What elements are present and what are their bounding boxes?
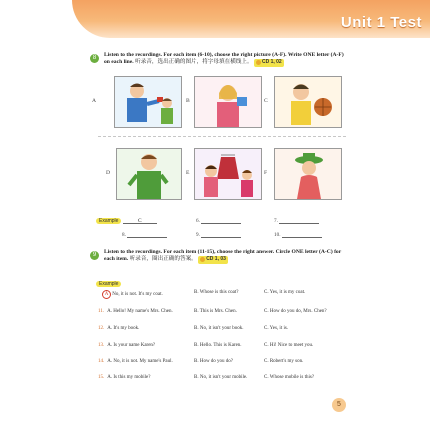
- picture-letter-d: D: [106, 170, 111, 176]
- example-option-b: B. Whose is this coat?: [194, 290, 239, 295]
- answer-line-9[interactable]: 9.: [196, 232, 241, 238]
- example-tag: Example: [96, 218, 121, 224]
- option-a[interactable]: 13. A. Is your name Karen?: [98, 343, 156, 348]
- example-answer: C: [123, 218, 157, 224]
- option-b[interactable]: B. Hello. This is Karen.: [194, 343, 242, 348]
- option-b[interactable]: B. No, it isn't your mobile.: [194, 375, 248, 380]
- answer-line-7[interactable]: 7.: [274, 218, 319, 224]
- example-option-a: A No, it is not. It's my coat.: [102, 290, 163, 299]
- section-number-badge: 9: [90, 251, 99, 260]
- header-band: [72, 0, 430, 38]
- instruction-text: Listen to the recordings. For each item (11-15), choose the right answer. Circle ONE letter (A-C) for each item.: [104, 249, 342, 263]
- option-c[interactable]: C. Yes, it is.: [264, 326, 289, 331]
- option-a[interactable]: 15. A. Is this my mobile?: [98, 375, 151, 380]
- picture-letter-a: A: [92, 98, 97, 104]
- option-c[interactable]: C. Whose mobile is this?: [264, 375, 315, 380]
- section-number-badge: 8: [90, 54, 99, 63]
- answer-line-6[interactable]: 6.: [196, 218, 241, 224]
- example-answer-row: [96, 218, 157, 224]
- option-c[interactable]: C. Robert's my son.: [264, 359, 304, 364]
- picture-letter-c: C: [264, 98, 268, 104]
- option-b[interactable]: B. How do you do?: [194, 359, 234, 364]
- option-c[interactable]: C. How do you do, Mrs. Chen?: [264, 309, 327, 314]
- picture-letter-b: B: [186, 98, 190, 104]
- answer-line-8[interactable]: 8.: [122, 232, 167, 238]
- picture-e: [194, 148, 262, 200]
- unit-title: Unit 1 Test: [340, 14, 422, 31]
- picture-letter-f: F: [264, 170, 268, 176]
- answer-line-10[interactable]: 10.: [274, 232, 322, 238]
- instruction-zh: 听录音，选出正确的图片，将字母填在横线上。: [135, 59, 253, 66]
- option-b[interactable]: B. No, it isn't your book.: [194, 326, 244, 331]
- cd-icon: [256, 60, 261, 65]
- question-row-12: [98, 326, 348, 336]
- picture-letter-e: E: [186, 170, 190, 176]
- question-row-13: [98, 343, 348, 353]
- cd-icon: [200, 257, 205, 262]
- option-c[interactable]: C. Hi! Nice to meet you.: [264, 343, 314, 348]
- part2-instruction: [104, 249, 344, 264]
- picture-a: [114, 76, 182, 128]
- example-option-c: C. Yes, it is my coat.: [264, 290, 306, 295]
- picture-f: [274, 148, 342, 200]
- cd-badge: CD 1, 02: [254, 59, 284, 66]
- option-a[interactable]: 14. A. No, it is not. My name's Paul.: [98, 359, 173, 364]
- cd-badge: CD 1, 03: [198, 256, 228, 263]
- option-a[interactable]: 11. A. Hello! My name's Mrs. Chen.: [98, 309, 173, 314]
- divider: [98, 136, 346, 137]
- question-row-14: [98, 359, 348, 369]
- question-row-11: [98, 309, 348, 319]
- instruction-zh: 听录音，圈出正确的答案。: [129, 256, 197, 263]
- option-b[interactable]: B. This is Mrs. Chen.: [194, 309, 237, 314]
- part1-instruction: [104, 52, 346, 67]
- picture-c: [274, 76, 342, 128]
- option-a[interactable]: 12. A. It's my book.: [98, 326, 140, 331]
- example-question-row: [98, 290, 348, 300]
- example-tag-2: Example: [96, 272, 121, 290]
- circle-mark-icon: A: [102, 290, 111, 299]
- picture-d: [116, 148, 182, 200]
- question-row-15: [98, 375, 348, 385]
- page-number: 5: [332, 398, 346, 412]
- instruction-text: Listen to the recordings. For each item (6-10), choose the right picture (A-F). Write ONE letter (A-F) on each line.: [104, 52, 344, 66]
- picture-b: [194, 76, 262, 128]
